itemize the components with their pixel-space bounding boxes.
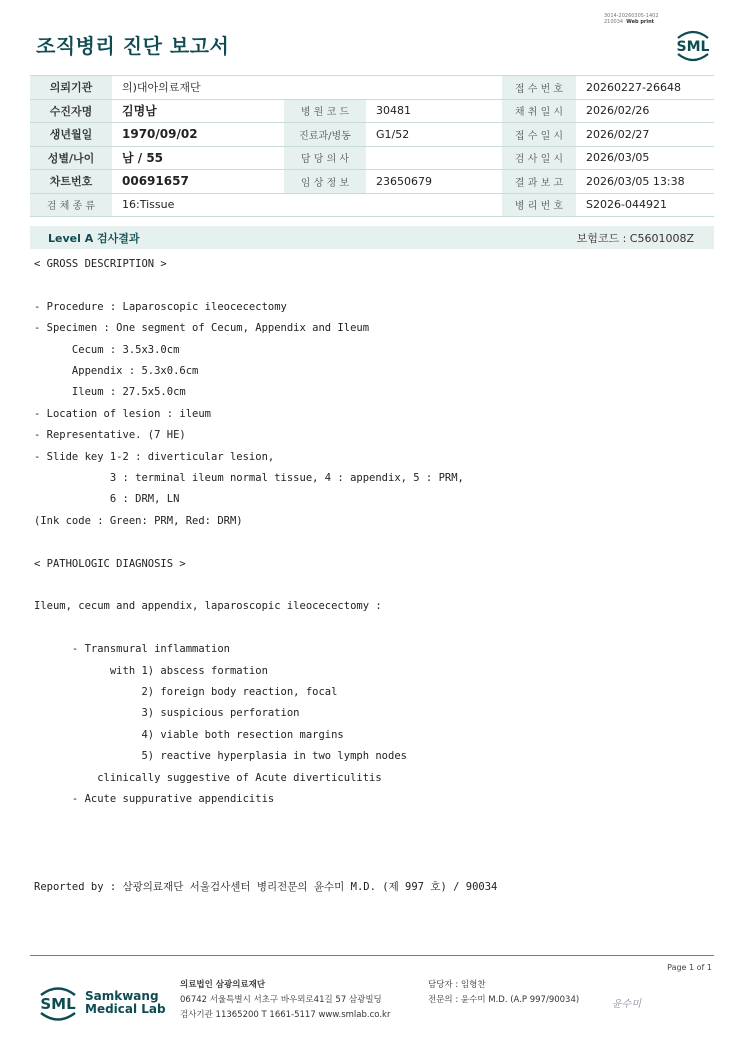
footer-divider (30, 955, 714, 956)
info-label: 병 리 번 호 (502, 193, 576, 217)
info-value: 2026/02/26 (576, 99, 714, 123)
info-value: 00691657 (112, 170, 284, 194)
sml-logo-icon (672, 28, 714, 62)
report-line: - Location of lesion : ileum (34, 407, 212, 420)
info-label: 접 수 번 호 (502, 76, 576, 100)
page-title: 조직병리 진단 보고서 (36, 34, 230, 58)
info-value: 2026/02/27 (576, 123, 714, 147)
report-line: - Representative. (7 HE) (34, 429, 186, 442)
manager: 담당자 : 임형찬 (428, 980, 486, 990)
info-row (30, 170, 714, 194)
page-number: Page 1 of 1 (667, 963, 712, 972)
report-line: - Slide key 1-2 : diverticular lesion, (34, 450, 275, 463)
info-label: 의뢰기관 (30, 76, 112, 100)
footer-staff-info (428, 978, 579, 1008)
info-value: 남 / 55 (112, 146, 284, 170)
info-value: 23650679 (366, 170, 502, 194)
info-row (30, 193, 714, 217)
sml-logo-text: SML (676, 39, 710, 55)
info-value: 2026/03/05 13:38 (576, 170, 714, 194)
report-line: - Procedure : Laparoscopic ileocecectomy (34, 300, 287, 313)
report-line: clinically suggestive of Acute diverticulitis (34, 771, 382, 784)
info-value (366, 146, 502, 170)
info-value: 의)대아의료재단 (112, 76, 502, 100)
report-line: 5) reactive hyperplasia in two lymph nodes (34, 750, 407, 763)
report-line: 3) suspicious perforation (34, 707, 300, 720)
signature: 윤수미 (612, 999, 641, 1010)
brand-name (85, 990, 166, 1016)
info-label: 접 수 일 시 (502, 123, 576, 147)
report-line: Appendix : 5.3x0.6cm (34, 365, 199, 377)
report-line: 3 : terminal ileum normal tissue, 4 : appendix, 5 : PRM, (34, 472, 464, 484)
report-line: 2) foreign body reaction, focal (34, 686, 338, 698)
info-label: 차트번호 (30, 170, 112, 194)
org-contact: 검사기관 11365200 T 1661-5117 www.smlab.co.kr (180, 1010, 391, 1020)
info-label: 검 사 일 시 (502, 146, 576, 170)
info-value: 김명남 (112, 99, 284, 123)
report-line: < GROSS DESCRIPTION > (34, 258, 167, 270)
report-line: Cecum : 3.5x3.0cm (34, 343, 180, 356)
info-label: 병 원 코 드 (284, 99, 366, 123)
report-line: < PATHOLOGIC DIAGNOSIS > (34, 557, 186, 570)
level-title: Level A 검사결과 (48, 232, 140, 245)
info-row (30, 123, 714, 147)
info-row (30, 146, 714, 170)
info-value: G1/52 (366, 123, 502, 147)
report-line: Ileum, cecum and appendix, laparoscopic ileocecectomy : (34, 600, 382, 613)
info-value: 1970/09/02 (112, 123, 284, 147)
brand-line2: Medical Lab (85, 1002, 166, 1016)
info-value: 30481 (366, 99, 502, 123)
footer-sml-logo-icon (36, 982, 80, 1026)
patient-info-table (30, 75, 714, 217)
report-line: - Acute suppurative appendicitis (34, 793, 275, 805)
print-code-line1: 3014-20260305-1402 (604, 13, 659, 19)
report-line: 6 : DRM, LN (34, 493, 180, 506)
info-row (30, 99, 714, 123)
report-line: Reported by : 삼광의료재단 서울검사센터 병리전문의 윤수미 M.D. (제 997 호) / 90034 (34, 880, 498, 893)
print-code-label: Web print (626, 19, 655, 25)
info-label: 검 체 종 류 (30, 193, 112, 217)
info-value: S2026-044921 (576, 193, 714, 217)
info-label: 결 과 보 고 (502, 170, 576, 194)
info-value: 2026/03/05 (576, 146, 714, 170)
info-label: 진료과/병동 (284, 123, 366, 147)
print-code-number: 210034 (604, 19, 624, 25)
report-line: - Transmural inflammation (34, 643, 230, 656)
org-name: 의료법인 삼광의료재단 (180, 980, 266, 990)
report-line: - Specimen : One segment of Cecum, Appendix and Ileum (34, 322, 370, 335)
info-value: 20260227-26648 (576, 76, 714, 100)
org-address: 06742 서울특별시 서초구 바우뫼로41길 57 삼광빌딩 (180, 995, 382, 1005)
insurance-code: 보험코드 : C5601008Z (576, 232, 694, 245)
print-code (604, 13, 659, 25)
brand-line1: Samkwang (85, 989, 159, 1003)
info-label: 생년월일 (30, 123, 112, 147)
info-value: 16:Tissue (112, 193, 502, 217)
info-label: 채 취 일 시 (502, 99, 576, 123)
report-line: 4) viable both resection margins (34, 728, 344, 741)
specialist: 전문의 : 윤수미 M.D. (A.P 997/90034) (428, 995, 580, 1005)
info-label: 담 당 의 사 (284, 146, 366, 170)
report-line: with 1) abscess formation (34, 664, 268, 677)
info-row (30, 76, 714, 100)
report-line: Ileum : 27.5x5.0cm (34, 386, 186, 399)
footer-sml-logo-text: SML (40, 995, 76, 1013)
info-label: 수진자명 (30, 99, 112, 123)
level-bar (30, 226, 714, 249)
report-line: (Ink code : Green: PRM, Red: DRM) (34, 514, 243, 527)
info-label: 임 상 정 보 (284, 170, 366, 194)
footer-org-info (180, 978, 390, 1023)
info-label: 성별/나이 (30, 146, 112, 170)
